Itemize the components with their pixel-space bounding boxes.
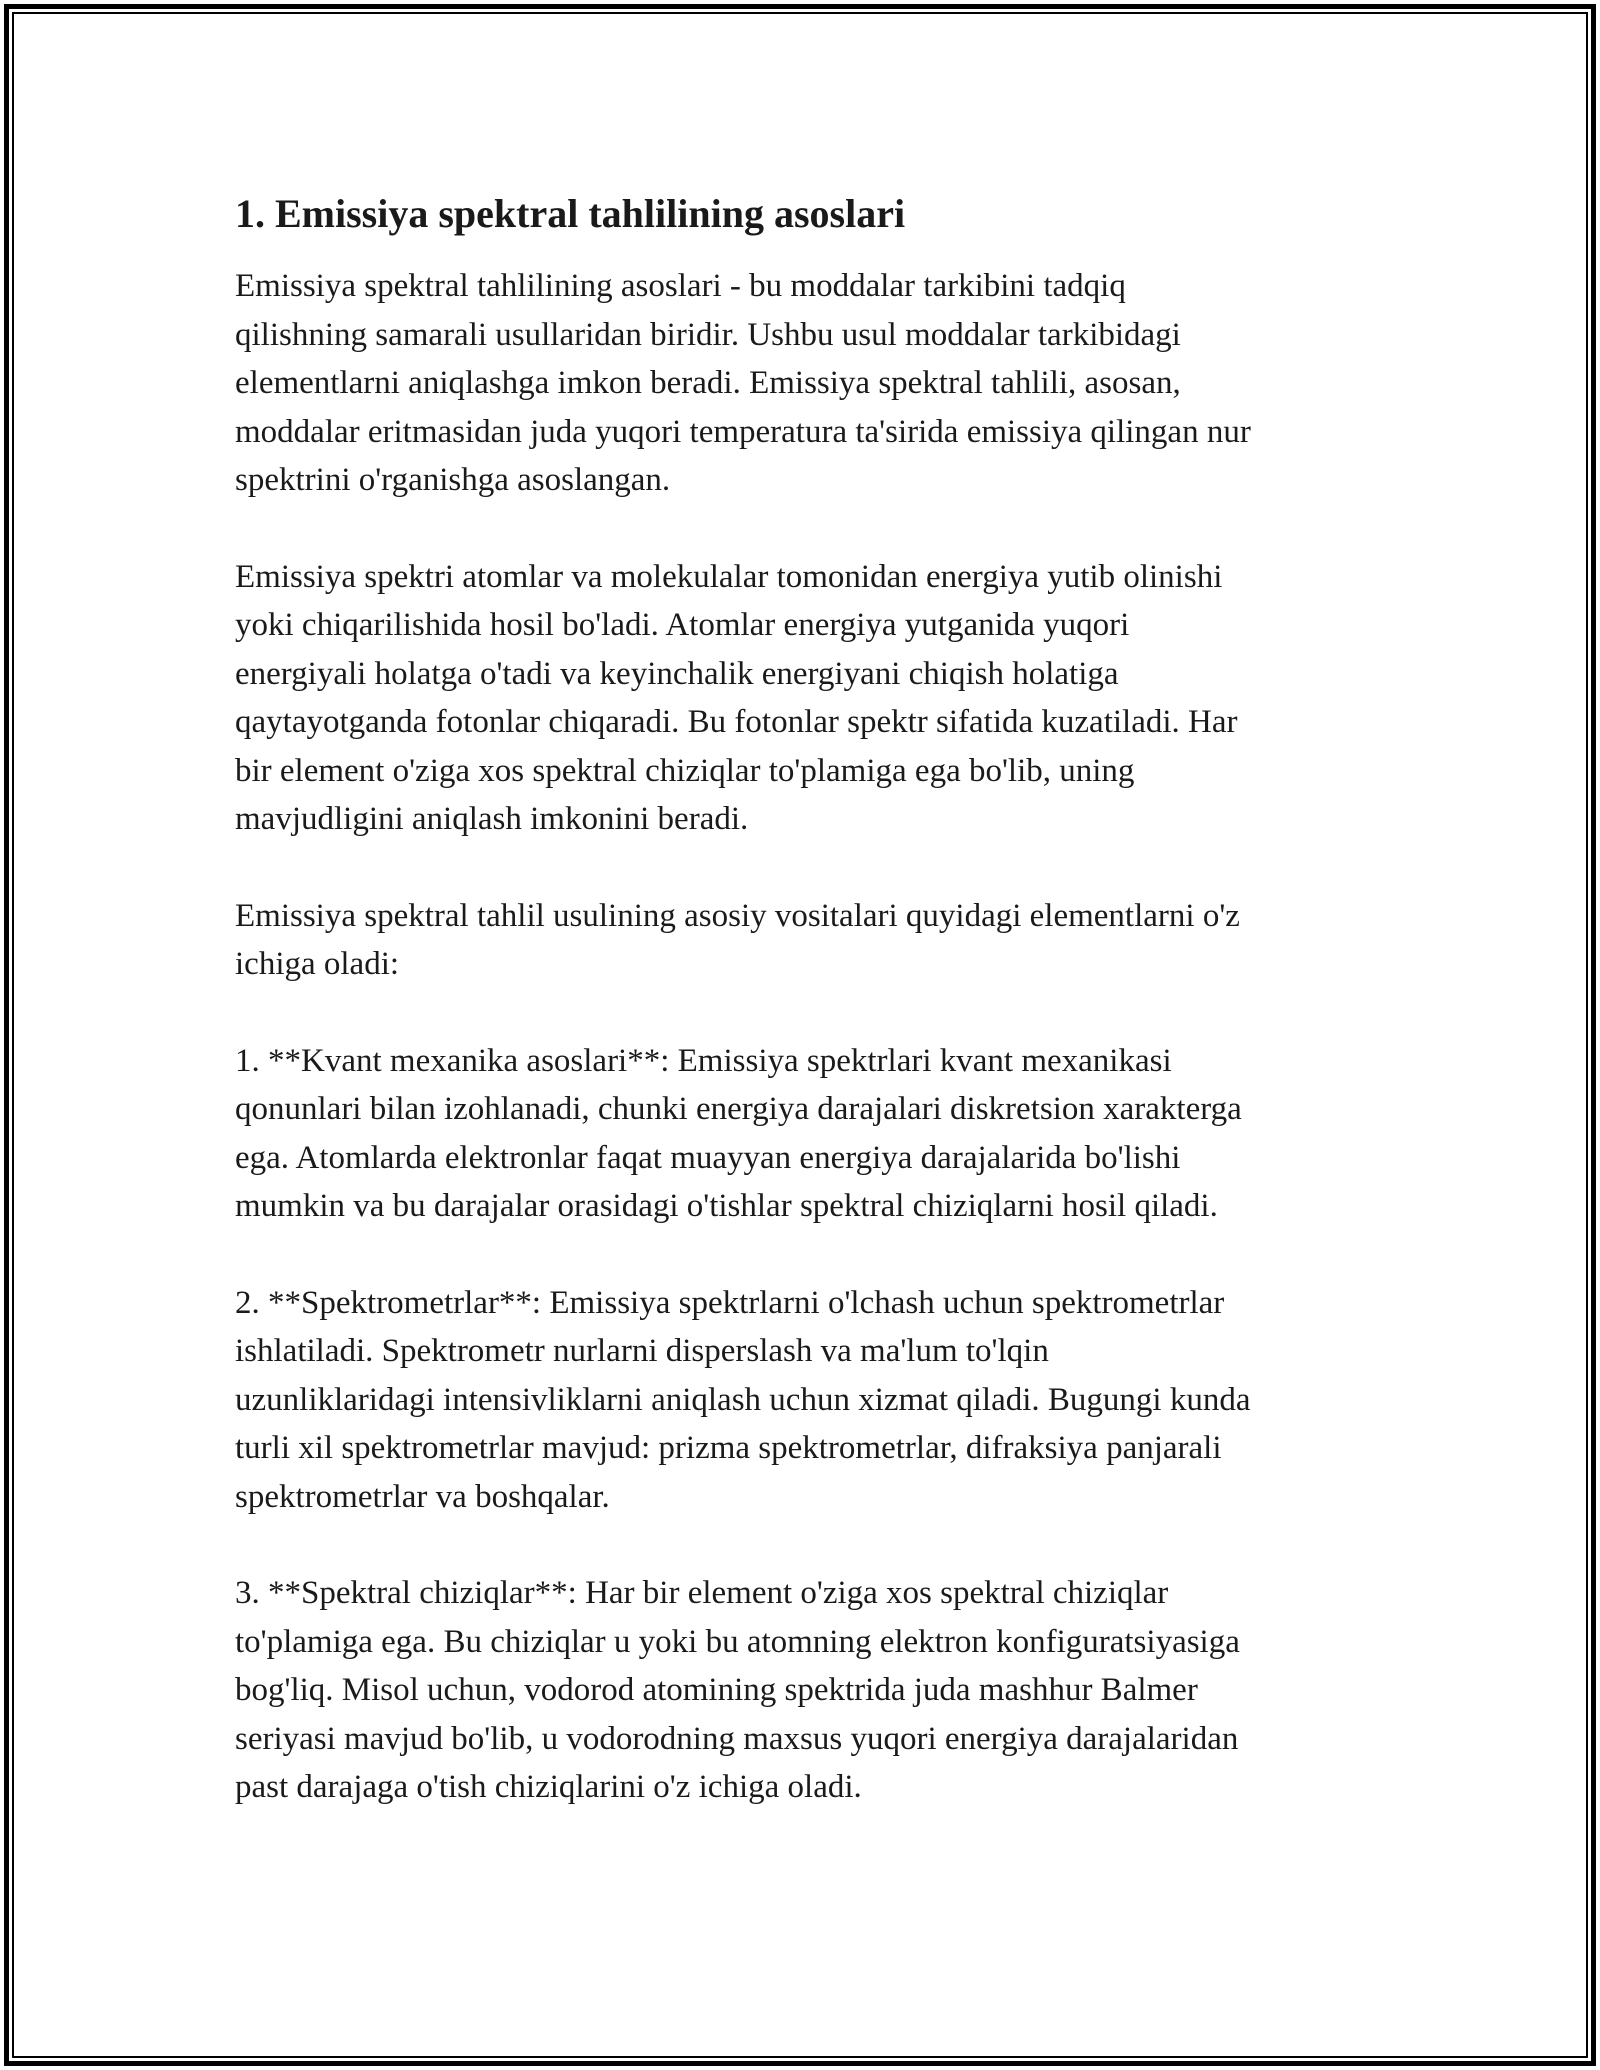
document-body	[235, 190, 1375, 1860]
list-item-quantum-mechanics: 1. **Kvant mexanika asoslari**: Emissiya spektrlari kvant mexanikasi qonunlari bilan izohlanadi, chunki energiya darajalari diskretsion xarakterga ega. Atomlarda elektronlar faqat muayyan energiya darajalarida bo'lishi mumkin va bu darajalar orasidagi o'tishlar spektral chiziqlarni hosil qiladi.	[235, 1042, 1242, 1224]
list-item-spectral-lines: 3. **Spektral chiziqlar**: Har bir element o'ziga xos spektral chiziqlar to'plamiga ega. Bu chiziqlar u yoki bu atomning elektron konfiguratsiyasiga bog'liq. Misol uchun, vodorod atomining spektrida juda mashhur Balmer seriyasi mavjud bo'lib, u vodorodning maxsus yuqori energiya darajalaridan past darajaga o'tish chiziqlarini o'z ichiga oladi.	[235, 1575, 1240, 1805]
emission-spectrum-paragraph: Emissiya spektri atomlar va molekulalar tomonidan energiya yutib olinishi yoki chiqarilishida hosil bo'ladi. Atomlar energiya yutganida yuqori energiyali holatga o'tadi va keyinchalik energiyani chiqish holatiga qaytayotganda fotonlar chiqaradi. Bu fotonlar spektr sifatida kuzatiladi. Har bir element o'ziga xos spektral chiziqlar to'plamiga ega bo'lib, uning mavjudligini aniqlash imkonini beradi.	[235, 558, 1238, 837]
section-heading: 1. Emissiya spektral tahlilining asoslari	[235, 191, 906, 236]
list-item-spectrometers: 2. **Spektrometrlar**: Emissiya spektrlarni o'lchash uchun spektrometrlar ishlatiladi. Spektrometr nurlarni disperslash va ma'lum to'lqin uzunliklaridagi intensivliklarni aniqlash uchun xizmat qiladi. Bugungi kunda turli xil spektrometrlar mavjud: prizma spektrometrlar, difraksiya panjarali spektrometrlar va boshqalar.	[235, 1284, 1251, 1515]
intro-paragraph: Emissiya spektral tahlilining asoslari - bu moddalar tarkibini tadqiq qilishning samarali usullaridan biridir. Ushbu usul moddalar tarkibidagi elementlarni aniqlashga imkon beradi. Emissiya spektral tahlili, asosan, moddalar eritmasidan juda yuqori temperatura ta'sirida emissiya qilingan nur spektrini o'rganishga asoslangan.	[235, 268, 1251, 498]
tools-intro-paragraph: Emissiya spektral tahlil usulining asosiy vositalari quyidagi elementlarni o'z ichiga oladi:	[235, 897, 1240, 982]
